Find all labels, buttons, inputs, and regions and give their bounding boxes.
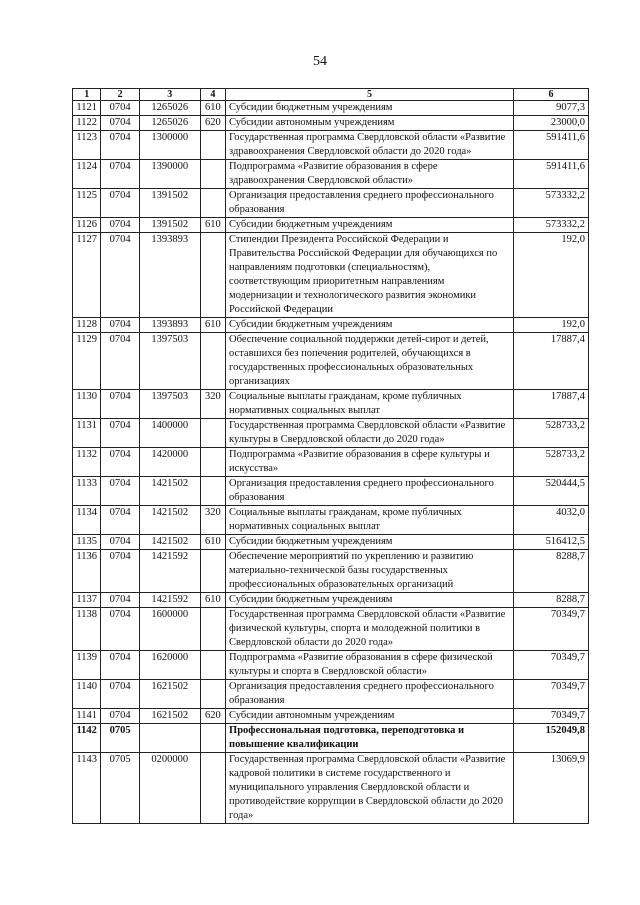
amount: 516412,5 <box>513 535 588 550</box>
table-row <box>73 753 589 824</box>
amount: 192,0 <box>513 233 588 318</box>
expense-type-code <box>200 189 225 218</box>
expense-type-code <box>200 608 225 651</box>
article-code: 1391502 <box>139 218 200 233</box>
expense-type-code <box>200 651 225 680</box>
article-code: 1421502 <box>139 535 200 550</box>
table-row <box>73 724 589 753</box>
article-code: 1600000 <box>139 608 200 651</box>
section-code: 0704 <box>101 593 140 608</box>
table-row <box>73 550 589 593</box>
amount: 528733,2 <box>513 448 588 477</box>
article-code: 1620000 <box>139 651 200 680</box>
section-code: 0704 <box>101 448 140 477</box>
amount: 591411,6 <box>513 131 588 160</box>
budget-table <box>72 88 589 824</box>
item-name: Подпрограмма «Развитие образования в сфере культуры и искусства» <box>226 448 514 477</box>
item-name: Обеспечение мероприятий по укреплению и развитию материально-технической базы государственных профессиональных образовательных организаций <box>226 550 514 593</box>
section-code: 0704 <box>101 709 140 724</box>
article-code: 0200000 <box>139 753 200 824</box>
amount: 192,0 <box>513 318 588 333</box>
table-body <box>73 101 589 824</box>
article-code: 1393893 <box>139 318 200 333</box>
amount: 8288,7 <box>513 593 588 608</box>
item-name: Субсидии бюджетным учреждениям <box>226 218 514 233</box>
item-name: Государственная программа Свердловской области «Развитие здравоохранения Свердловской области до 2020 года» <box>226 131 514 160</box>
item-name: Субсидии бюджетным учреждениям <box>226 318 514 333</box>
row-number: 1133 <box>73 477 101 506</box>
expense-type-code: 320 <box>200 506 225 535</box>
section-code: 0704 <box>101 550 140 593</box>
expense-type-code: 610 <box>200 535 225 550</box>
row-number: 1131 <box>73 419 101 448</box>
page-number: 54 <box>313 54 327 69</box>
item-name: Социальные выплаты гражданам, кроме публичных нормативных социальных выплат <box>226 506 514 535</box>
item-name: Социальные выплаты гражданам, кроме публичных нормативных социальных выплат <box>226 390 514 419</box>
table-row <box>73 608 589 651</box>
row-number: 1128 <box>73 318 101 333</box>
header-col-5: 5 <box>226 89 514 101</box>
item-name: Государственная программа Свердловской области «Развитие физической культуры, спорта и молодежной политики в Свердловской области до 2020 года» <box>226 608 514 651</box>
table-row <box>73 709 589 724</box>
article-code: 1421592 <box>139 593 200 608</box>
row-number: 1136 <box>73 550 101 593</box>
amount: 13069,9 <box>513 753 588 824</box>
amount: 70349,7 <box>513 709 588 724</box>
item-name: Субсидии бюджетным учреждениям <box>226 535 514 550</box>
item-name: Субсидии бюджетным учреждениям <box>226 101 514 116</box>
row-number: 1139 <box>73 651 101 680</box>
table-row <box>73 101 589 116</box>
table-row <box>73 477 589 506</box>
table-row <box>73 233 589 318</box>
row-number: 1130 <box>73 390 101 419</box>
article-code <box>139 724 200 753</box>
article-code: 1265026 <box>139 101 200 116</box>
table-row <box>73 593 589 608</box>
table-row <box>73 131 589 160</box>
item-name: Государственная программа Свердловской области «Развитие кадровой политики в системе государственного и муниципального управления Свердловской области и противодействие коррупции в Свердловской области до 2020 года» <box>226 753 514 824</box>
item-name: Стипендии Президента Российской Федерации и Правительства Российской Федерации для обучающихся по направлениям подготовки (специальностям), соответствующим приоритетным направлениям модернизации и технологического развития экономики Российской Федерации <box>226 233 514 318</box>
section-code: 0704 <box>101 101 140 116</box>
article-code: 1621502 <box>139 709 200 724</box>
amount: 17887,4 <box>513 390 588 419</box>
row-number: 1125 <box>73 189 101 218</box>
table-row <box>73 448 589 477</box>
section-code: 0704 <box>101 419 140 448</box>
article-code: 1393893 <box>139 233 200 318</box>
article-code: 1390000 <box>139 160 200 189</box>
expense-type-code: 610 <box>200 593 225 608</box>
table-row <box>73 189 589 218</box>
amount: 23000,0 <box>513 116 588 131</box>
article-code: 1421502 <box>139 477 200 506</box>
expense-type-code <box>200 724 225 753</box>
section-code: 0704 <box>101 116 140 131</box>
amount: 152049,8 <box>513 724 588 753</box>
amount: 70349,7 <box>513 651 588 680</box>
amount: 70349,7 <box>513 680 588 709</box>
expense-type-code <box>200 753 225 824</box>
item-name: Организация предоставления среднего профессионального образования <box>226 477 514 506</box>
expense-type-code <box>200 233 225 318</box>
item-name: Субсидии автономным учреждениям <box>226 709 514 724</box>
row-number: 1141 <box>73 709 101 724</box>
article-code: 1265026 <box>139 116 200 131</box>
expense-type-code <box>200 680 225 709</box>
row-number: 1140 <box>73 680 101 709</box>
article-code: 1400000 <box>139 419 200 448</box>
section-code: 0704 <box>101 131 140 160</box>
amount: 4032,0 <box>513 506 588 535</box>
amount: 70349,7 <box>513 608 588 651</box>
header-col-3: 3 <box>139 89 200 101</box>
section-code: 0704 <box>101 160 140 189</box>
expense-type-code <box>200 333 225 390</box>
row-number: 1134 <box>73 506 101 535</box>
table-row <box>73 390 589 419</box>
section-code: 0704 <box>101 651 140 680</box>
amount: 528733,2 <box>513 419 588 448</box>
article-code: 1397503 <box>139 333 200 390</box>
row-number: 1123 <box>73 131 101 160</box>
amount: 591411,6 <box>513 160 588 189</box>
row-number: 1138 <box>73 608 101 651</box>
item-name: Подпрограмма «Развитие образования в сфере физической культуры и спорта в Свердловской области» <box>226 651 514 680</box>
section-code: 0705 <box>101 753 140 824</box>
expense-type-code: 610 <box>200 101 225 116</box>
row-number: 1127 <box>73 233 101 318</box>
table-row <box>73 333 589 390</box>
row-number: 1124 <box>73 160 101 189</box>
section-code: 0704 <box>101 608 140 651</box>
expense-type-code <box>200 160 225 189</box>
table-row <box>73 160 589 189</box>
section-code: 0704 <box>101 233 140 318</box>
table-row <box>73 680 589 709</box>
section-code: 0704 <box>101 535 140 550</box>
item-name: Субсидии бюджетным учреждениям <box>226 593 514 608</box>
header-col-6: 6 <box>513 89 588 101</box>
expense-type-code <box>200 448 225 477</box>
section-code: 0704 <box>101 477 140 506</box>
table-row <box>73 116 589 131</box>
article-code: 1391502 <box>139 189 200 218</box>
item-name: Обеспечение социальной поддержки детей-сирот и детей, оставшихся без попечения родителей, обучающихся в государственных профессиональных образовательных организациях <box>226 333 514 390</box>
table-row <box>73 318 589 333</box>
item-name: Организация предоставления среднего профессионального образования <box>226 189 514 218</box>
amount: 573332,2 <box>513 189 588 218</box>
row-number: 1126 <box>73 218 101 233</box>
amount: 573332,2 <box>513 218 588 233</box>
item-name: Профессиональная подготовка, переподготовка и повышение квалификации <box>226 724 514 753</box>
amount: 520444,5 <box>513 477 588 506</box>
section-code: 0704 <box>101 318 140 333</box>
expense-type-code <box>200 419 225 448</box>
article-code: 1621502 <box>139 680 200 709</box>
expense-type-code <box>200 550 225 593</box>
amount: 8288,7 <box>513 550 588 593</box>
row-number: 1143 <box>73 753 101 824</box>
item-name: Субсидии автономным учреждениям <box>226 116 514 131</box>
expense-type-code: 620 <box>200 709 225 724</box>
section-code: 0704 <box>101 333 140 390</box>
section-code: 0704 <box>101 218 140 233</box>
section-code: 0705 <box>101 724 140 753</box>
article-code: 1397503 <box>139 390 200 419</box>
article-code: 1421502 <box>139 506 200 535</box>
amount: 9077,3 <box>513 101 588 116</box>
expense-type-code: 610 <box>200 318 225 333</box>
article-code: 1420000 <box>139 448 200 477</box>
section-code: 0704 <box>101 506 140 535</box>
row-number: 1135 <box>73 535 101 550</box>
expense-type-code: 620 <box>200 116 225 131</box>
item-name: Подпрограмма «Развитие образования в сфере здравоохранения Свердловской области» <box>226 160 514 189</box>
section-code: 0704 <box>101 390 140 419</box>
table-row <box>73 218 589 233</box>
expense-type-code: 610 <box>200 218 225 233</box>
article-code: 1300000 <box>139 131 200 160</box>
expense-type-code <box>200 131 225 160</box>
row-number: 1132 <box>73 448 101 477</box>
table-header-row <box>73 89 589 101</box>
amount: 17887,4 <box>513 333 588 390</box>
section-code: 0704 <box>101 680 140 709</box>
header-col-2: 2 <box>101 89 140 101</box>
table-row <box>73 651 589 680</box>
table-row <box>73 419 589 448</box>
item-name: Государственная программа Свердловской области «Развитие культуры в Свердловской области до 2020 года» <box>226 419 514 448</box>
row-number: 1122 <box>73 116 101 131</box>
table-row <box>73 506 589 535</box>
table-row <box>73 535 589 550</box>
item-name: Организация предоставления среднего профессионального образования <box>226 680 514 709</box>
expense-type-code: 320 <box>200 390 225 419</box>
row-number: 1121 <box>73 101 101 116</box>
row-number: 1137 <box>73 593 101 608</box>
expense-type-code <box>200 477 225 506</box>
header-col-4: 4 <box>200 89 225 101</box>
row-number: 1129 <box>73 333 101 390</box>
article-code: 1421592 <box>139 550 200 593</box>
row-number: 1142 <box>73 724 101 753</box>
header-col-1: 1 <box>73 89 101 101</box>
section-code: 0704 <box>101 189 140 218</box>
